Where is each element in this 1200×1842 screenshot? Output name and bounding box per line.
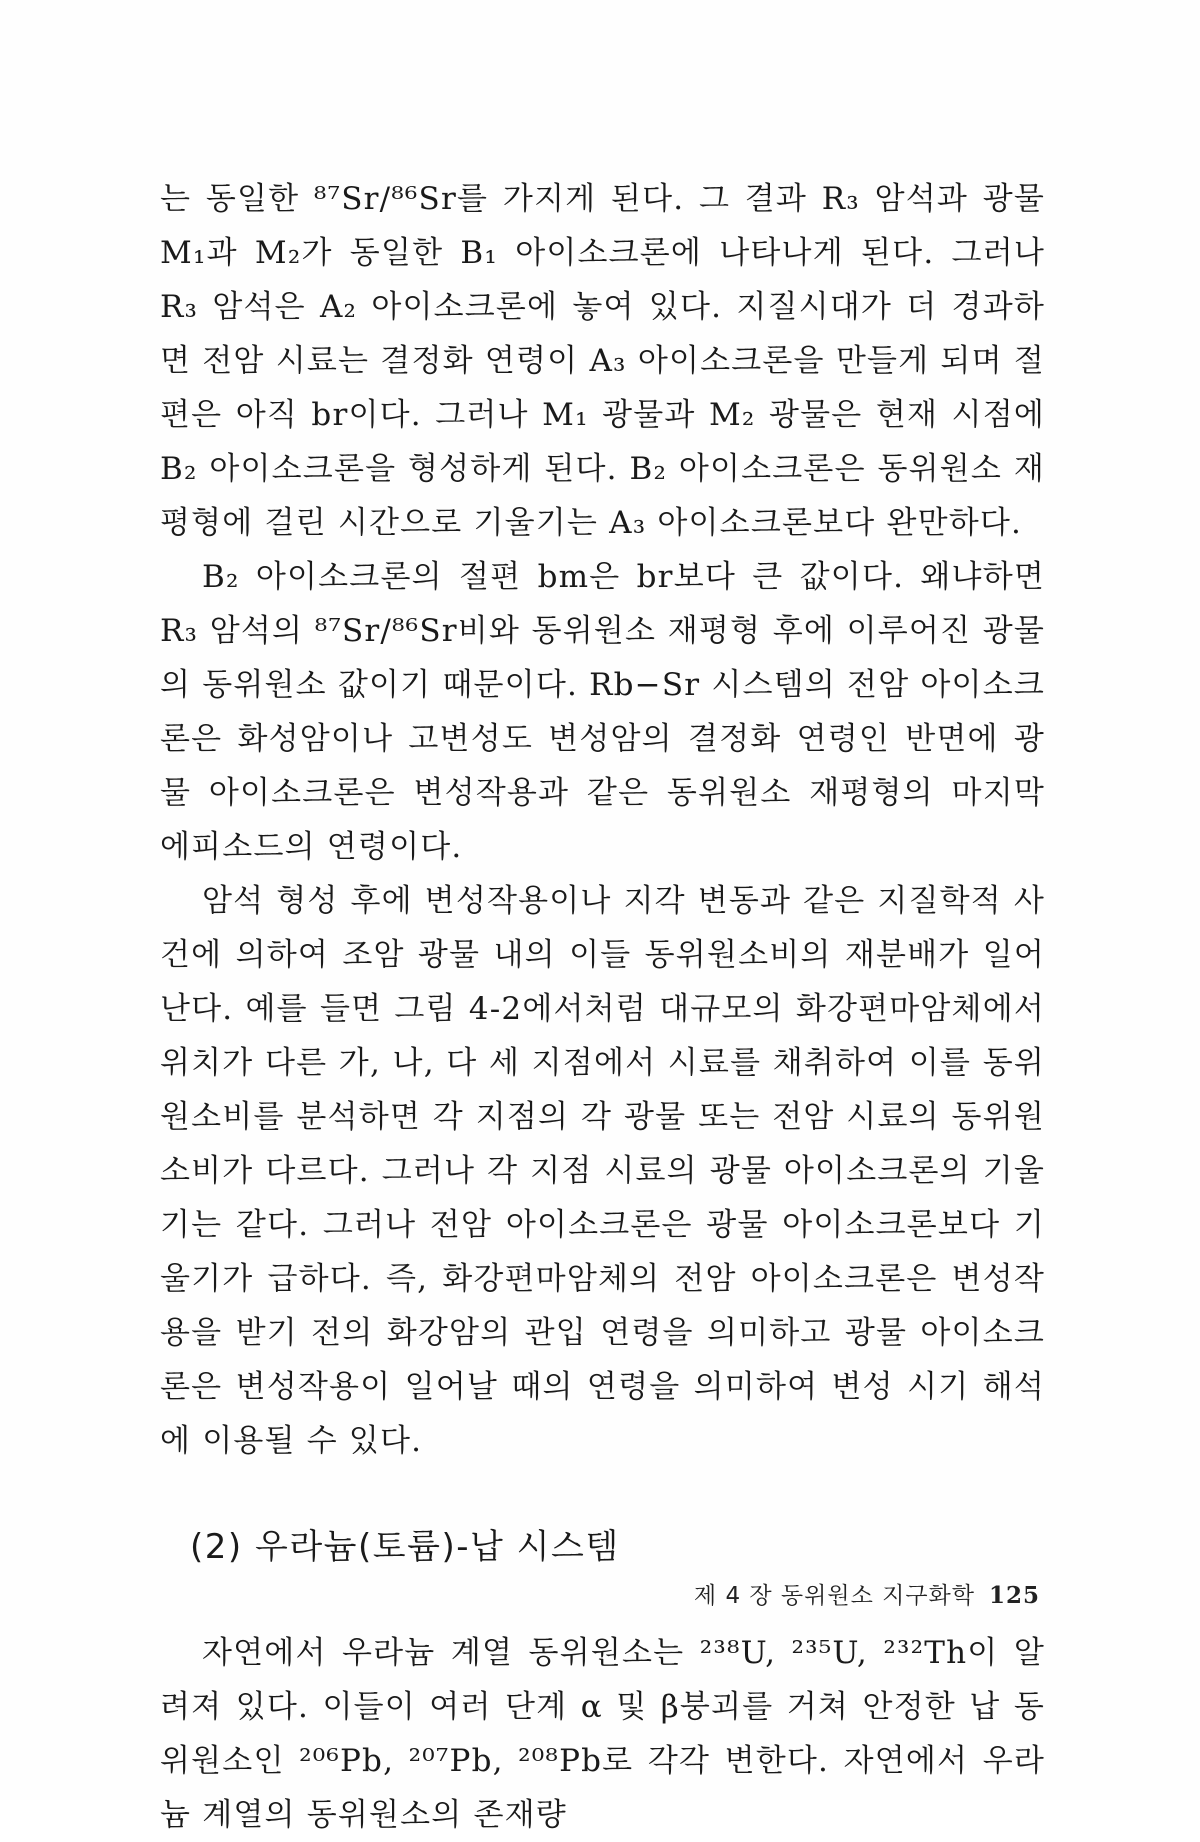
page-number: 125 bbox=[988, 1582, 1040, 1609]
section-heading: (2) 우라늄(토륨)-납 시스템 bbox=[190, 1527, 620, 1567]
paragraph-1: 는 동일한 ⁸⁷Sr/⁸⁶Sr를 가지게 된다. 그 결과 R₃ 암석과 광물 M₁과 M₂가 동일한 B₁ 아이소크론에 나타나게 된다. 그러나 R₃ 암석은 A₂ 아이소크론에 놓여 있다. 지질시대가 더 경과하면 전암 시료는 결정화 연령이 A₃ 아이소크론을 만들게 되며 절편은 아직 br이다. 그러나 M₁ 광물과 M₂ 광물은 현재 시점에 B₂ 아이소크론을 형성하게 된다. B₂ 아이소크론은 동위원소 재평형에 걸린 시간으로 기울기는 A₃ 아이소크론보다 완만하다. bbox=[160, 181, 1045, 541]
page-footer bbox=[694, 1577, 1040, 1610]
chapter-title: 제 4 장 동위원소 지구화학 bbox=[693, 1583, 975, 1609]
paragraph-4: 자연에서 우라늄 계열 동위원소는 ²³⁸U, ²³⁵U, ²³²Th이 알려져 있다. 이들이 여러 단계 α 및 β붕괴를 거쳐 안정한 납 동위원소인 ²⁰⁶Pb, ²⁰⁷Pb, ²⁰⁸Pb로 각각 변한다. 자연에서 우라늄 계열의 동위원소의 존재량 bbox=[160, 1635, 1045, 1833]
paragraph-3: 암석 형성 후에 변성작용이나 지각 변동과 같은 지질학적 사건에 의하여 조암 광물 내의 이들 동위원소비의 재분배가 일어난다. 예를 들면 그림 4-2에서처럼 대규모의 화강편마암체에서 위치가 다른 가, 나, 다 세 지점에서 시료를 채취하여 이를 동위원소비를 분석하면 각 지점의 각 광물 또는 전암 시료의 동위원소비가 다르다. 그러나 각 지점 시료의 광물 아이소크론의 기울기는 같다. 그러나 전암 아이소크론은 광물 아이소크론보다 기울기가 급하다. 즉, 화강편마암체의 전암 아이소크론은 변성작용을 받기 전의 화강암의 관입 연령을 의미하고 광물 아이소크론은 변성작용이 일어날 때의 연령을 의미하여 변성 시기 해석에 이용될 수 있다. bbox=[160, 883, 1045, 1459]
paragraph-2: B₂ 아이소크론의 절편 bm은 br보다 큰 값이다. 왜냐하면 R₃ 암석의 ⁸⁷Sr/⁸⁶Sr비와 동위원소 재평형 후에 이루어진 광물의 동위원소 값이기 때문이다. Rb−Sr 시스템의 전암 아이소크론은 화성암이나 고변성도 변성암의 결정화 연령인 반면에 광물 아이소크론은 변성작용과 같은 동위원소 재평형의 마지막 에피소드의 연령이다. bbox=[160, 559, 1045, 865]
